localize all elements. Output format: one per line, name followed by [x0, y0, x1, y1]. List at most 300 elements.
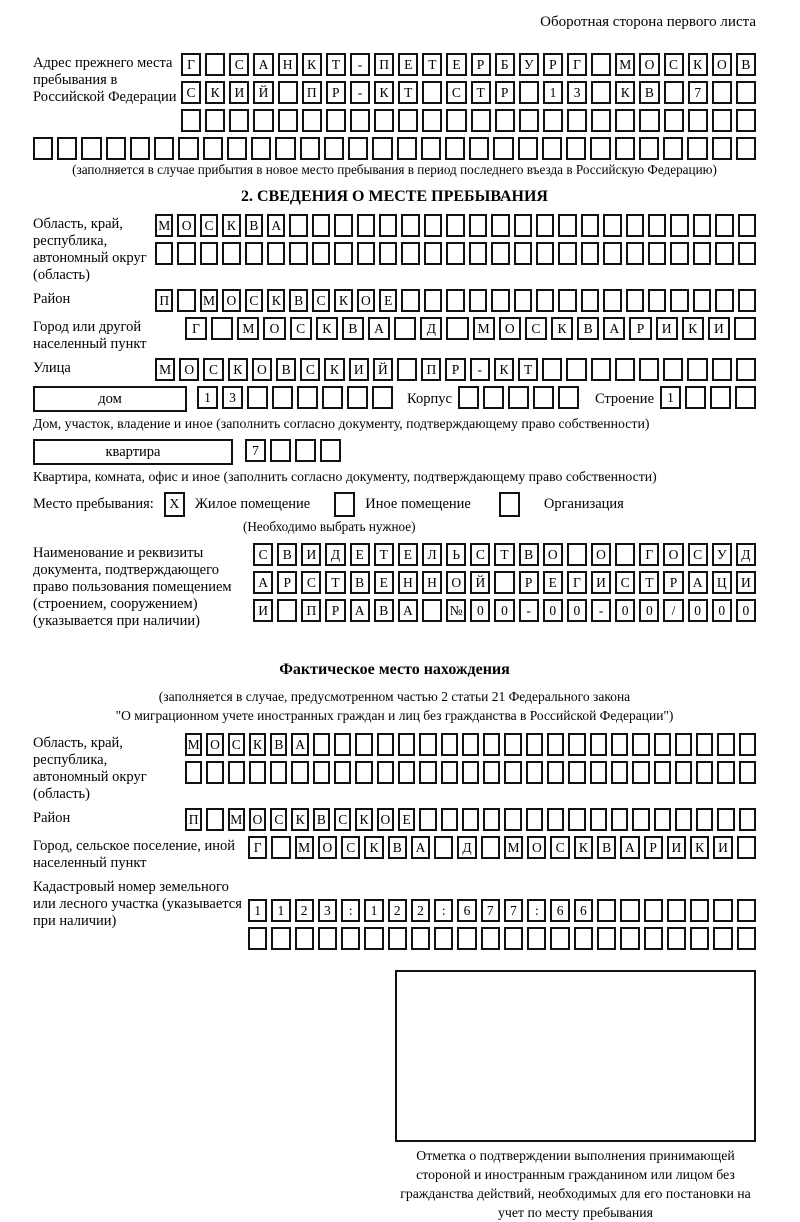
char-cell[interactable] — [154, 137, 174, 160]
char-cell[interactable]: Р — [644, 836, 663, 859]
char-cell[interactable] — [715, 242, 733, 265]
char-cell[interactable]: Е — [398, 808, 415, 831]
char-cell[interactable]: Е — [398, 543, 418, 566]
char-cell[interactable] — [519, 81, 539, 104]
char-cell[interactable] — [424, 242, 442, 265]
char-cell[interactable] — [675, 733, 692, 756]
char-cell[interactable] — [693, 289, 711, 312]
char-cell[interactable]: Д — [736, 543, 756, 566]
char-cell[interactable]: 0 — [639, 599, 659, 622]
char-cell[interactable] — [177, 242, 195, 265]
char-cell[interactable] — [203, 137, 223, 160]
char-cell[interactable]: П — [421, 358, 441, 381]
char-cell[interactable] — [632, 808, 649, 831]
char-cell[interactable] — [712, 358, 732, 381]
char-cell[interactable]: Т — [639, 571, 659, 594]
char-cell[interactable] — [508, 386, 529, 409]
char-cell[interactable] — [469, 242, 487, 265]
char-cell[interactable]: Й — [373, 358, 393, 381]
char-cell[interactable]: 0 — [688, 599, 708, 622]
char-cell[interactable] — [626, 214, 644, 237]
char-cell[interactable]: Р — [629, 317, 651, 340]
char-cell[interactable] — [675, 761, 692, 784]
char-cell[interactable] — [644, 899, 663, 922]
char-cell[interactable] — [483, 386, 504, 409]
char-cell[interactable]: С — [550, 836, 569, 859]
char-cell[interactable]: А — [253, 53, 273, 76]
char-cell[interactable]: Т — [471, 81, 491, 104]
char-cell[interactable]: Е — [350, 543, 370, 566]
char-cell[interactable] — [291, 761, 308, 784]
char-cell[interactable]: У — [712, 543, 732, 566]
char-cell[interactable]: А — [620, 836, 639, 859]
char-cell[interactable] — [312, 242, 330, 265]
char-cell[interactable]: 1 — [271, 899, 290, 922]
char-cell[interactable] — [419, 733, 436, 756]
char-cell[interactable] — [712, 137, 732, 160]
char-cell[interactable]: А — [398, 599, 418, 622]
char-cell[interactable]: С — [229, 53, 249, 76]
char-cell[interactable] — [272, 386, 293, 409]
char-cell[interactable] — [401, 242, 419, 265]
char-cell[interactable]: В — [245, 214, 263, 237]
char-cell[interactable] — [591, 81, 611, 104]
char-cell[interactable] — [737, 836, 756, 859]
char-cell[interactable] — [639, 109, 659, 132]
char-cell[interactable] — [738, 214, 756, 237]
char-cell[interactable]: К — [364, 836, 383, 859]
char-cell[interactable]: О — [663, 543, 683, 566]
char-cell[interactable]: С — [300, 358, 320, 381]
char-cell[interactable] — [568, 808, 585, 831]
zhiloe-checkbox[interactable]: X — [164, 492, 185, 517]
char-cell[interactable]: О — [591, 543, 611, 566]
char-cell[interactable]: 0 — [736, 599, 756, 622]
char-cell[interactable] — [648, 214, 666, 237]
char-cell[interactable]: 0 — [543, 599, 563, 622]
char-cell[interactable] — [277, 599, 297, 622]
char-cell[interactable]: В — [388, 836, 407, 859]
char-cell[interactable] — [567, 543, 587, 566]
char-cell[interactable] — [615, 109, 635, 132]
char-cell[interactable] — [334, 242, 352, 265]
char-cell[interactable] — [536, 214, 554, 237]
char-cell[interactable]: - — [591, 599, 611, 622]
char-cell[interactable] — [446, 109, 466, 132]
char-cell[interactable]: Ц — [712, 571, 732, 594]
char-cell[interactable]: - — [350, 53, 370, 76]
char-cell[interactable] — [715, 214, 733, 237]
char-cell[interactable]: О — [179, 358, 199, 381]
char-cell[interactable] — [519, 109, 539, 132]
char-cell[interactable] — [178, 137, 198, 160]
char-cell[interactable]: К — [690, 836, 709, 859]
char-cell[interactable] — [483, 761, 500, 784]
char-cell[interactable]: М — [473, 317, 495, 340]
char-cell[interactable] — [712, 109, 732, 132]
char-cell[interactable] — [245, 242, 263, 265]
char-cell[interactable]: 2 — [388, 899, 407, 922]
char-cell[interactable] — [670, 289, 688, 312]
char-cell[interactable] — [205, 53, 225, 76]
char-cell[interactable]: Й — [253, 81, 273, 104]
char-cell[interactable] — [603, 214, 621, 237]
char-cell[interactable] — [590, 137, 610, 160]
char-cell[interactable]: К — [205, 81, 225, 104]
char-cell[interactable]: Е — [398, 53, 418, 76]
char-cell[interactable]: Г — [639, 543, 659, 566]
char-cell[interactable]: А — [688, 571, 708, 594]
char-cell[interactable] — [398, 733, 415, 756]
char-cell[interactable] — [419, 808, 436, 831]
char-cell[interactable] — [441, 733, 458, 756]
char-cell[interactable] — [177, 289, 195, 312]
char-cell[interactable] — [422, 109, 442, 132]
char-cell[interactable] — [611, 733, 628, 756]
char-cell[interactable] — [547, 761, 564, 784]
char-cell[interactable]: С — [253, 543, 273, 566]
char-cell[interactable] — [267, 242, 285, 265]
char-cell[interactable] — [639, 358, 659, 381]
char-cell[interactable]: Е — [543, 571, 563, 594]
char-cell[interactable]: 0 — [470, 599, 490, 622]
char-cell[interactable] — [469, 289, 487, 312]
char-cell[interactable] — [181, 109, 201, 132]
char-cell[interactable] — [737, 899, 756, 922]
char-cell[interactable]: К — [267, 289, 285, 312]
char-cell[interactable]: С — [270, 808, 287, 831]
char-cell[interactable] — [663, 358, 683, 381]
char-cell[interactable] — [632, 761, 649, 784]
char-cell[interactable] — [471, 109, 491, 132]
char-cell[interactable] — [736, 137, 756, 160]
char-cell[interactable] — [712, 81, 732, 104]
char-cell[interactable] — [205, 109, 225, 132]
char-cell[interactable] — [717, 808, 734, 831]
char-cell[interactable] — [106, 137, 126, 160]
char-cell[interactable]: - — [470, 358, 490, 381]
char-cell[interactable]: К — [574, 836, 593, 859]
char-cell[interactable]: 7 — [481, 899, 500, 922]
char-cell[interactable]: К — [494, 358, 514, 381]
char-cell[interactable]: А — [603, 317, 625, 340]
char-cell[interactable]: 1 — [197, 386, 218, 409]
char-cell[interactable] — [581, 289, 599, 312]
char-cell[interactable] — [334, 214, 352, 237]
char-cell[interactable]: О — [499, 317, 521, 340]
char-cell[interactable]: В — [639, 81, 659, 104]
char-cell[interactable] — [419, 761, 436, 784]
char-cell[interactable] — [313, 761, 330, 784]
char-cell[interactable]: Р — [445, 358, 465, 381]
char-cell[interactable] — [227, 137, 247, 160]
char-cell[interactable]: М — [155, 358, 175, 381]
char-cell[interactable] — [398, 109, 418, 132]
char-cell[interactable]: В — [276, 358, 296, 381]
char-cell[interactable] — [491, 289, 509, 312]
char-cell[interactable]: С — [228, 733, 245, 756]
char-cell[interactable] — [206, 761, 223, 784]
char-cell[interactable]: 1 — [660, 386, 681, 409]
char-cell[interactable]: Д — [457, 836, 476, 859]
char-cell[interactable]: А — [411, 836, 430, 859]
char-cell[interactable] — [626, 242, 644, 265]
char-cell[interactable]: М — [155, 214, 173, 237]
char-cell[interactable] — [270, 761, 287, 784]
char-cell[interactable] — [735, 386, 756, 409]
char-cell[interactable] — [664, 109, 684, 132]
char-cell[interactable] — [441, 808, 458, 831]
char-cell[interactable]: О — [177, 214, 195, 237]
char-cell[interactable]: И — [713, 836, 732, 859]
char-cell[interactable] — [526, 808, 543, 831]
char-cell[interactable] — [696, 808, 713, 831]
char-cell[interactable]: Е — [379, 289, 397, 312]
char-cell[interactable] — [372, 137, 392, 160]
char-cell[interactable]: К — [374, 81, 394, 104]
char-cell[interactable] — [597, 927, 616, 950]
char-cell[interactable] — [717, 733, 734, 756]
char-cell[interactable]: И — [708, 317, 730, 340]
char-cell[interactable] — [57, 137, 77, 160]
char-cell[interactable] — [543, 109, 563, 132]
char-cell[interactable] — [422, 81, 442, 104]
char-cell[interactable] — [275, 137, 295, 160]
char-cell[interactable]: № — [446, 599, 466, 622]
char-cell[interactable] — [715, 289, 733, 312]
char-cell[interactable] — [518, 137, 538, 160]
char-cell[interactable] — [377, 761, 394, 784]
char-cell[interactable] — [251, 137, 271, 160]
char-cell[interactable]: К — [551, 317, 573, 340]
char-cell[interactable] — [302, 109, 322, 132]
char-cell[interactable] — [558, 289, 576, 312]
char-cell[interactable]: 3 — [222, 386, 243, 409]
char-cell[interactable]: О — [639, 53, 659, 76]
char-cell[interactable] — [397, 137, 417, 160]
char-cell[interactable] — [566, 137, 586, 160]
char-cell[interactable] — [713, 899, 732, 922]
char-cell[interactable]: 3 — [318, 899, 337, 922]
char-cell[interactable] — [248, 927, 267, 950]
char-cell[interactable] — [591, 109, 611, 132]
char-cell[interactable] — [411, 927, 430, 950]
char-cell[interactable]: : — [527, 899, 546, 922]
char-cell[interactable]: С — [688, 543, 708, 566]
char-cell[interactable]: В — [736, 53, 756, 76]
char-cell[interactable]: Б — [495, 53, 515, 76]
char-cell[interactable] — [687, 137, 707, 160]
char-cell[interactable]: С — [470, 543, 490, 566]
char-cell[interactable] — [271, 836, 290, 859]
char-cell[interactable] — [462, 733, 479, 756]
char-cell[interactable] — [693, 242, 711, 265]
char-cell[interactable] — [550, 927, 569, 950]
char-cell[interactable]: И — [667, 836, 686, 859]
char-cell[interactable] — [670, 214, 688, 237]
char-cell[interactable] — [568, 733, 585, 756]
char-cell[interactable] — [558, 386, 579, 409]
char-cell[interactable] — [675, 808, 692, 831]
char-cell[interactable]: Т — [494, 543, 514, 566]
char-cell[interactable] — [457, 927, 476, 950]
char-cell[interactable] — [446, 317, 468, 340]
char-cell[interactable] — [300, 137, 320, 160]
char-cell[interactable]: В — [289, 289, 307, 312]
char-cell[interactable]: П — [301, 599, 321, 622]
char-cell[interactable]: Г — [567, 571, 587, 594]
char-cell[interactable] — [491, 214, 509, 237]
char-cell[interactable] — [558, 214, 576, 237]
char-cell[interactable] — [736, 358, 756, 381]
char-cell[interactable] — [278, 81, 298, 104]
char-cell[interactable]: С — [525, 317, 547, 340]
char-cell[interactable]: А — [267, 214, 285, 237]
char-cell[interactable]: Р — [495, 81, 515, 104]
char-cell[interactable]: 0 — [615, 599, 635, 622]
char-cell[interactable] — [355, 733, 372, 756]
char-cell[interactable] — [424, 289, 442, 312]
char-cell[interactable]: А — [350, 599, 370, 622]
char-cell[interactable]: И — [349, 358, 369, 381]
char-cell[interactable] — [713, 927, 732, 950]
char-cell[interactable] — [462, 761, 479, 784]
char-cell[interactable]: Д — [420, 317, 442, 340]
char-cell[interactable]: О — [543, 543, 563, 566]
char-cell[interactable] — [590, 733, 607, 756]
char-cell[interactable]: Т — [422, 53, 442, 76]
char-cell[interactable] — [398, 761, 415, 784]
char-cell[interactable] — [434, 927, 453, 950]
char-cell[interactable] — [200, 242, 218, 265]
char-cell[interactable]: О — [357, 289, 375, 312]
char-cell[interactable]: К — [249, 733, 266, 756]
char-cell[interactable] — [526, 733, 543, 756]
char-cell[interactable]: С — [200, 214, 218, 237]
char-cell[interactable] — [421, 137, 441, 160]
char-cell[interactable]: К — [355, 808, 372, 831]
char-cell[interactable] — [458, 386, 479, 409]
char-cell[interactable]: Г — [567, 53, 587, 76]
char-cell[interactable] — [130, 137, 150, 160]
char-cell[interactable]: Г — [185, 317, 207, 340]
char-cell[interactable]: С — [664, 53, 684, 76]
char-cell[interactable]: / — [663, 599, 683, 622]
char-cell[interactable]: Г — [248, 836, 267, 859]
char-cell[interactable]: Г — [181, 53, 201, 76]
char-cell[interactable]: 0 — [712, 599, 732, 622]
char-cell[interactable]: К — [615, 81, 635, 104]
char-cell[interactable] — [611, 808, 628, 831]
char-cell[interactable] — [690, 899, 709, 922]
char-cell[interactable] — [491, 242, 509, 265]
char-cell[interactable] — [667, 899, 686, 922]
char-cell[interactable]: О — [377, 808, 394, 831]
char-cell[interactable] — [693, 214, 711, 237]
char-cell[interactable] — [377, 733, 394, 756]
char-cell[interactable]: 0 — [494, 599, 514, 622]
char-cell[interactable]: К — [324, 358, 344, 381]
char-cell[interactable]: И — [253, 599, 273, 622]
char-cell[interactable]: К — [291, 808, 308, 831]
char-cell[interactable]: Т — [326, 53, 346, 76]
char-cell[interactable] — [357, 214, 375, 237]
char-cell[interactable]: О — [318, 836, 337, 859]
char-cell[interactable]: Р — [277, 571, 297, 594]
char-cell[interactable] — [297, 386, 318, 409]
char-cell[interactable] — [739, 733, 756, 756]
char-cell[interactable]: Н — [278, 53, 298, 76]
char-cell[interactable] — [481, 927, 500, 950]
char-cell[interactable] — [558, 242, 576, 265]
char-cell[interactable]: Д — [325, 543, 345, 566]
char-cell[interactable]: Ь — [446, 543, 466, 566]
char-cell[interactable]: В — [277, 543, 297, 566]
char-cell[interactable] — [581, 242, 599, 265]
char-cell[interactable] — [348, 137, 368, 160]
char-cell[interactable] — [185, 761, 202, 784]
char-cell[interactable] — [615, 358, 635, 381]
char-cell[interactable] — [313, 733, 330, 756]
char-cell[interactable]: Е — [374, 571, 394, 594]
char-cell[interactable]: К — [222, 214, 240, 237]
char-cell[interactable] — [469, 214, 487, 237]
char-cell[interactable]: С — [181, 81, 201, 104]
char-cell[interactable]: Р — [519, 571, 539, 594]
char-cell[interactable] — [696, 761, 713, 784]
char-cell[interactable] — [710, 386, 731, 409]
char-cell[interactable] — [289, 214, 307, 237]
char-cell[interactable] — [664, 81, 684, 104]
char-cell[interactable] — [738, 289, 756, 312]
char-cell[interactable]: Т — [518, 358, 538, 381]
inoe-checkbox[interactable] — [334, 492, 355, 517]
char-cell[interactable] — [533, 386, 554, 409]
char-cell[interactable]: В — [342, 317, 364, 340]
char-cell[interactable] — [736, 109, 756, 132]
char-cell[interactable] — [271, 927, 290, 950]
char-cell[interactable] — [688, 109, 708, 132]
char-cell[interactable]: О — [712, 53, 732, 76]
char-cell[interactable] — [648, 289, 666, 312]
char-cell[interactable]: И — [736, 571, 756, 594]
char-cell[interactable]: О — [252, 358, 272, 381]
char-cell[interactable] — [289, 242, 307, 265]
char-cell[interactable] — [270, 439, 291, 462]
char-cell[interactable] — [536, 242, 554, 265]
char-cell[interactable] — [542, 137, 562, 160]
char-cell[interactable]: Н — [398, 571, 418, 594]
char-cell[interactable] — [374, 109, 394, 132]
char-cell[interactable]: Л — [422, 543, 442, 566]
char-cell[interactable] — [736, 81, 756, 104]
char-cell[interactable]: М — [228, 808, 245, 831]
char-cell[interactable]: 1 — [248, 899, 267, 922]
char-cell[interactable] — [536, 289, 554, 312]
char-cell[interactable] — [495, 109, 515, 132]
char-cell[interactable] — [334, 733, 351, 756]
char-cell[interactable]: 7 — [504, 899, 523, 922]
char-cell[interactable]: С — [341, 836, 360, 859]
char-cell[interactable] — [567, 109, 587, 132]
char-cell[interactable] — [422, 599, 442, 622]
char-cell[interactable] — [401, 289, 419, 312]
char-cell[interactable] — [81, 137, 101, 160]
char-cell[interactable]: К — [228, 358, 248, 381]
char-cell[interactable] — [734, 317, 756, 340]
char-cell[interactable] — [347, 386, 368, 409]
char-cell[interactable] — [581, 214, 599, 237]
